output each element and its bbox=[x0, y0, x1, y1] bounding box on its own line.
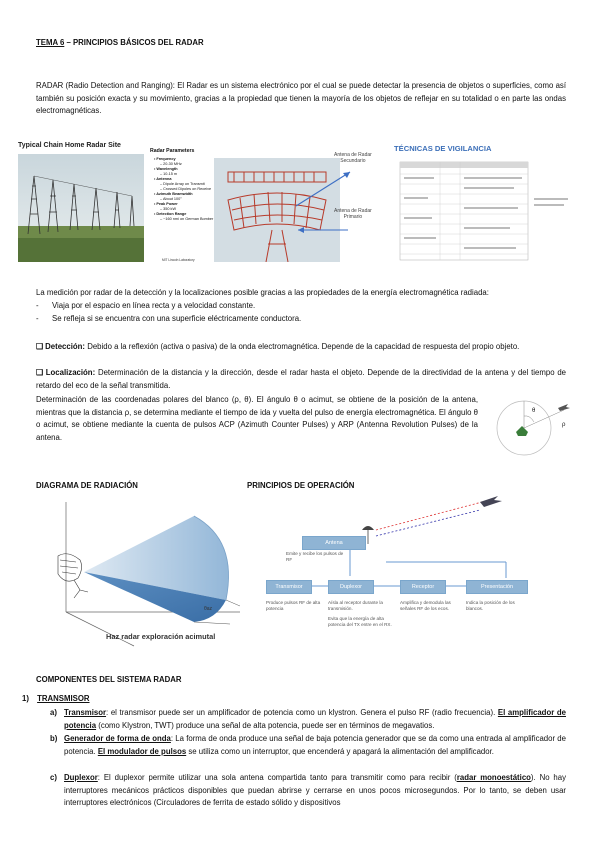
measure-list bbox=[36, 300, 566, 325]
tecnicas-vigilancia-table bbox=[396, 158, 572, 264]
item-b-text-2: se utiliza como un interruptor, que encenderá y apagará la alimentación del amplificador. bbox=[186, 746, 494, 756]
polar-paragraph bbox=[36, 394, 478, 444]
radar-parameter-item: • Peak Power bbox=[154, 202, 178, 206]
transmisor-box: Transmisor bbox=[266, 580, 312, 594]
list-item bbox=[36, 707, 566, 732]
localizacion-label: ❑ Localización: bbox=[36, 368, 96, 377]
item-c-term-2: radar monoestático bbox=[456, 773, 531, 782]
radar-parameter-item: – 20-30 MHz bbox=[160, 162, 182, 166]
radar-parameter-item: – About 100° bbox=[160, 197, 182, 201]
deteccion-label: ❑ Detección: bbox=[36, 342, 86, 351]
measure-intro-text: La medición por radar de la detección y la localizaciones posible gracias a las propiedades de la energía electromagnética radiada: bbox=[36, 288, 489, 297]
title-rest: – PRINCIPIOS BÁSICOS DEL RADAR bbox=[64, 38, 204, 47]
localizacion-paragraph bbox=[36, 367, 566, 392]
transmisor-note: Produce pulsos RF de alta potencia bbox=[266, 600, 321, 611]
diagram-theta-label: θaz bbox=[204, 606, 213, 612]
tower-landscape-image bbox=[18, 154, 144, 262]
polar-text: Determinación de las coordenadas polares del blanco (ρ, θ). El ángulo θ o acimut, se obtiene de la posición de la antena, mientras que la distancia ρ, se determina mediante el tiempo de ida y vuelta del pulso de energía electromagnética. El ángulo θ o acimut, se obtiene mediante la cuenta de pulsos ACP (Azimuth Counter Pulses) y ARP (Antenna Revolution Pulses) de la antena. bbox=[36, 395, 478, 442]
duplexor-note-2: Evita que la energía de alta potencia del TX entre en el RX. bbox=[328, 616, 392, 627]
radiation-diagram bbox=[44, 494, 250, 650]
principles-diagram bbox=[266, 496, 566, 632]
title-prefix: TEMA 6 bbox=[36, 38, 65, 47]
section-1-title: TRANSMISOR bbox=[37, 694, 90, 703]
item-a-label: a) bbox=[50, 708, 57, 717]
duplexor-note-1: Aísla al receptor durante la transmisión. bbox=[328, 600, 383, 611]
chain-home-title: Typical Chain Home Radar Site bbox=[18, 142, 121, 149]
polar-theta-label: θ bbox=[532, 408, 536, 414]
localizacion-text: Determinación de la distancia y la dirección, desde el radar hasta el objeto. Depende de la directividad de la antena y del tiempo de retardo del eco de la señal transmitida. bbox=[36, 368, 567, 390]
presentacion-note: Indica la posición de los blancos. bbox=[466, 600, 515, 611]
item-a-text-2: (como Klystron, TWT) produce una señal de alta potencia, puede ser en términos de megavatios. bbox=[96, 720, 435, 730]
section-1-number: 1) bbox=[22, 694, 29, 703]
radar-parameter-item: • Wavelength bbox=[154, 167, 178, 171]
item-b-term: Generador de forma de onda bbox=[64, 734, 171, 743]
components-title: COMPONENTES DEL SISTEMA RADAR bbox=[36, 675, 182, 684]
radar-parameter-item: • Azimuth Beamwidth bbox=[154, 192, 193, 196]
radar-parameter-item: • Detection Range bbox=[154, 212, 187, 216]
antenna-primary-label: Antena de Radar Primario bbox=[334, 208, 372, 221]
receptor-note: Amplifica y demodula las señales RF de los ecos. bbox=[400, 600, 451, 611]
antenna-secondary-label: Antena de Radar Secundario bbox=[334, 152, 372, 165]
diagram-title: DIAGRAMA DE RADIACIÓN bbox=[36, 481, 138, 490]
polar-figure bbox=[496, 388, 576, 460]
item-a-term-2: El amplificador de potencia bbox=[64, 708, 566, 730]
duplexor-box: Duplexor bbox=[328, 580, 374, 594]
measure-intro bbox=[36, 287, 566, 300]
item-b-label: b) bbox=[50, 734, 58, 743]
section-1-heading bbox=[22, 694, 90, 703]
item-c-label: c) bbox=[50, 773, 57, 782]
list-item: - Viaja por el espacio en línea recta y a velocidad constante. bbox=[36, 300, 566, 313]
antenna-arrows bbox=[288, 158, 388, 248]
radar-parameter-item: • Antenna bbox=[154, 177, 172, 181]
list-item bbox=[36, 772, 566, 810]
radar-parameters-title: Radar Parameters bbox=[150, 148, 195, 154]
radiation-beam-diagram bbox=[44, 494, 250, 650]
radar-parameter-item: – 10-15 m bbox=[160, 172, 178, 176]
radar-parameter-item: – Crossed Dipoles on Receive bbox=[160, 187, 212, 191]
radar-parameters-list bbox=[150, 157, 216, 222]
list-item: - Se refleja si se encuentra con una superficie eléctricamente conductora. bbox=[36, 313, 566, 326]
presentacion-box: Presentación bbox=[466, 580, 528, 594]
antena-note: Emite y recibe los pulsos de RF bbox=[286, 551, 344, 562]
radar-parameter-item: – 350 kW bbox=[160, 207, 177, 211]
radar-parameter-item: – Dipole Array on Transmit bbox=[160, 182, 205, 186]
item-b-term-2: El modulador de pulsos bbox=[97, 746, 187, 756]
item-c-term: Duplexor bbox=[64, 773, 98, 782]
principles-title: PRINCIPIOS DE OPERACIÓN bbox=[247, 481, 355, 490]
chain-home-photo bbox=[18, 138, 144, 262]
antena-box: Antena bbox=[302, 536, 366, 550]
receptor-box: Receptor bbox=[400, 580, 446, 594]
page-title bbox=[36, 38, 204, 47]
radar-parameters-credit: MIT Lincoln Laboratory bbox=[162, 258, 195, 262]
diagram-caption: Haz radar exploración acimutal bbox=[106, 632, 216, 641]
intro-text: RADAR (Radio Detection and Ranging): El Radar es un sistema electrónico por el cual se puede detectar la presencia de objetos o superficies, como así también su posición exacta y su movimiento, gracias a la propiedad que tienen la mayoría de los objetos de reflejar en su totalidad o en parte las ondas electromagnéticas. bbox=[36, 81, 566, 116]
item-a-text-1: : el transmisor puede ser un amplificador de potencia como un klystron. Genera el pulso RF (radio frecuencia). bbox=[106, 708, 498, 717]
item-b-text-1: : La forma de onda produce una señal de baja potencia generador que se da como una entrada al amplificador de potencia. bbox=[64, 734, 566, 756]
radar-figures-row bbox=[18, 138, 574, 266]
tecnicas-vigilancia-title: TÉCNICAS DE VIGILANCIA bbox=[394, 144, 492, 153]
intro-paragraph bbox=[36, 80, 566, 118]
polar-rho-label: ρ bbox=[562, 422, 566, 428]
deteccion-text: Debido a la reflexión (activa o pasiva) de la onda electromagnética. Depende de la capacidad de respuesta del propio objeto. bbox=[85, 342, 520, 351]
radar-parameter-item: – ~160 nmi on German Bomber bbox=[160, 217, 214, 221]
deteccion-paragraph bbox=[36, 341, 566, 354]
radar-parameters-panel bbox=[150, 148, 216, 264]
item-c-text-1: : El duplexor permite utilizar una sola antena compartida tanto para transmitir como para recibir ( bbox=[97, 773, 457, 782]
tecnicas-vigilancia-panel bbox=[394, 144, 572, 264]
list-item bbox=[36, 733, 566, 758]
principles-arrows bbox=[266, 496, 566, 632]
radar-parameter-item: • Frequency bbox=[154, 157, 176, 161]
item-c-text-2: ). No hay interruptores mecánicos prácticos disponibles que puedan abrirse y cerrarse en unos pocos microsegundos. Por lo tanto, se deben usar interruptores electrónicos (Circuladores de ferrita de estado sólido y dispositivos bbox=[64, 773, 566, 808]
item-a-term: Transmisor bbox=[64, 708, 107, 717]
